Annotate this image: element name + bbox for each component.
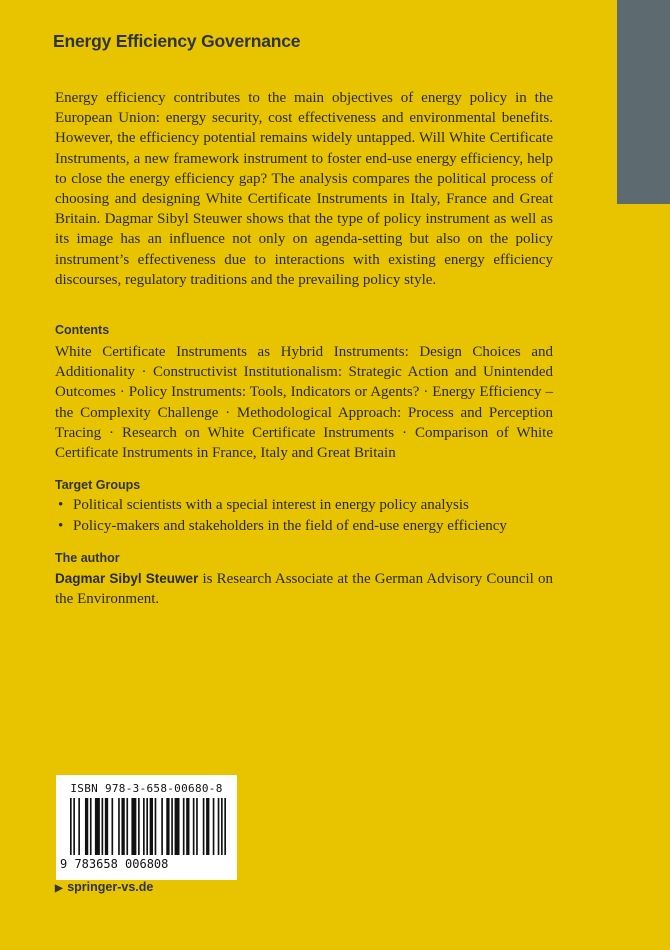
target-groups-list — [55, 495, 507, 536]
contents-paragraph: White Certificate Instruments as Hybrid Instruments: Design Choices and Additionality · Constructivist Institutionalism: Strategic Action and Unintended Outcomes · Policy Instruments: Tools, Indicators or Agents? · Energy Efficiency – the Complexity Challenge · Methodological Approach: Process and Perception Tracing · Research on White Certificate Instruments · Comparison of White Certificate Instruments in France, Italy and Great Britain — [55, 344, 553, 462]
isbn-label: ISBN 978-3-658-00680-8 — [70, 782, 223, 795]
barcode-bar — [118, 798, 120, 855]
barcode-bar — [221, 798, 223, 855]
barcode-bar — [90, 798, 92, 855]
barcode-bar — [111, 798, 113, 855]
barcode-digits: 9 783658 006808 — [60, 857, 169, 871]
barcode-bars — [70, 798, 226, 855]
author-bio-text: is Research Associate at the German Advisory Council on the Environment. — [55, 571, 553, 608]
target-group-label: Policy-makers and stakeholders in the field of end-use energy efficiency — [73, 517, 507, 534]
barcode-bar — [155, 798, 157, 855]
barcode-bar — [171, 798, 173, 855]
barcode-bar — [102, 798, 104, 855]
barcode-bar — [213, 798, 215, 855]
publisher-website[interactable] — [55, 880, 153, 894]
barcode-bar — [203, 798, 205, 855]
target-group-label: Political scientists with a special interest in energy policy analysis — [73, 497, 469, 513]
barcode-bar — [175, 798, 180, 855]
abstract-paragraph: Energy efficiency contributes to the main objectives of energy policy in the European Union: energy security, cost effectiveness and environmental benefits. However, the efficiency potential remains widely untapped. Will White Certificate Instruments, a new framework instrument to foster end-use energy efficiency, help to close the energy efficiency gap? The analysis compares the political process of choosing and designing White Certificate Instruments in Italy, France and Great Britain. Dagmar Sibyl Steuwer shows that the type of policy instrument as well as its image has an influence not only on agenda-setting but also on the policy instrument’s effectiveness due to interactions with existing energy efficiency discourses, regulatory traditions and the prevailing policy style. — [55, 90, 553, 288]
barcode-bar — [193, 798, 195, 855]
barcode-bar — [143, 798, 145, 855]
barcode-bar — [131, 798, 136, 855]
book-title: Energy Efficiency Governance — [53, 31, 301, 51]
bullet-icon: • — [58, 497, 64, 513]
barcode-bar — [126, 798, 128, 855]
bullet-icon: • — [58, 517, 64, 534]
contents-heading: Contents — [55, 323, 110, 337]
barcode-bar — [186, 798, 189, 855]
target-groups-heading: Target Groups — [55, 478, 141, 492]
barcode-bar — [224, 798, 226, 855]
author-name: Dagmar Sibyl Steuwer — [55, 571, 199, 586]
barcode-bar — [121, 798, 124, 855]
list-item — [55, 495, 507, 516]
barcode-bar — [138, 798, 140, 855]
barcode-bar — [206, 798, 209, 855]
cover-accent-bar — [617, 0, 670, 204]
barcode-bar — [105, 798, 108, 855]
barcode-bar — [218, 798, 220, 855]
barcode-bar — [146, 798, 148, 855]
list-item — [55, 516, 507, 537]
barcode-bar — [73, 798, 75, 855]
barcode-bar — [150, 798, 153, 855]
barcode-bar — [161, 798, 163, 855]
arrow-right-icon: ▶ — [55, 883, 63, 894]
barcode-bar — [95, 798, 100, 855]
isbn-barcode — [56, 775, 237, 880]
barcode-bar — [166, 798, 169, 855]
author-bio — [55, 569, 553, 609]
barcode-bar — [183, 798, 185, 855]
author-heading: The author — [55, 551, 120, 565]
barcode-bar — [70, 798, 72, 855]
website-url[interactable]: springer-vs.de — [67, 880, 154, 894]
barcode-bar — [196, 798, 198, 855]
barcode-bar — [78, 798, 80, 855]
barcode-bar — [85, 798, 88, 855]
